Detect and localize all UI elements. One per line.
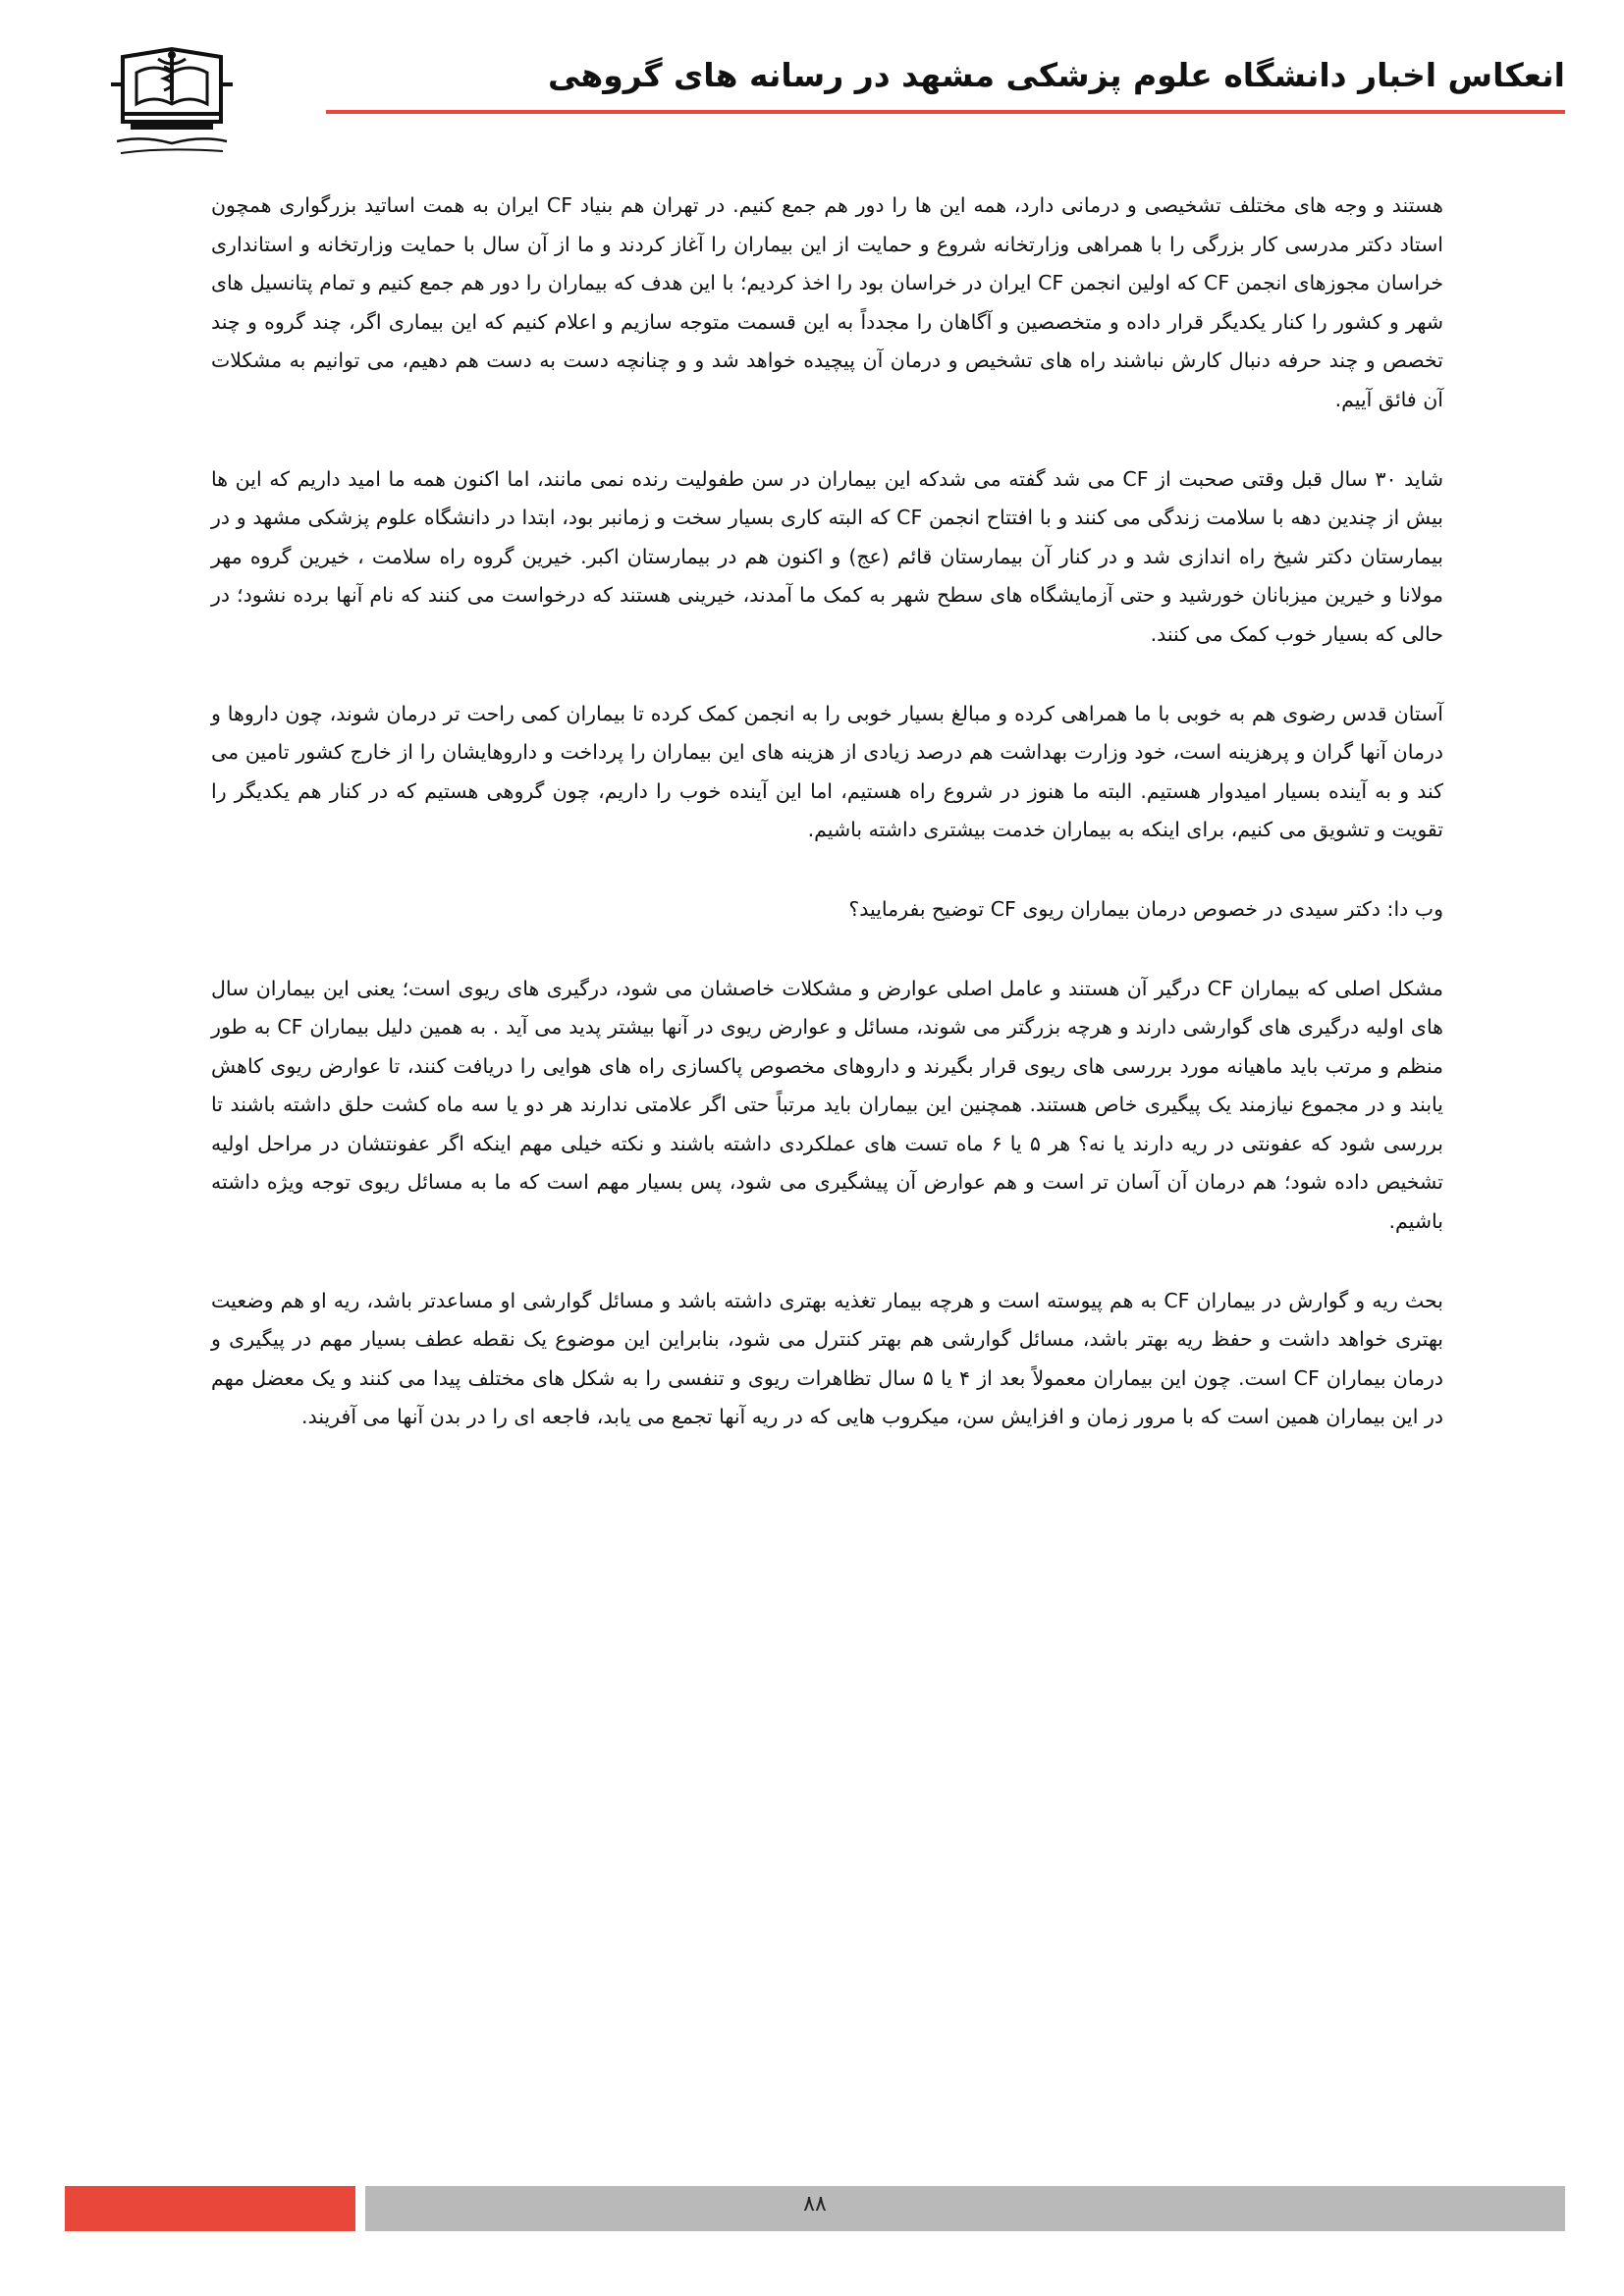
page-header [0, 29, 1624, 167]
interview-question: وب دا: دکتر سیدی در خصوص درمان بیماران ریوی CF توضیح بفرمایید؟ [848, 896, 1443, 921]
paragraph: بحث ریه و گوارش در بیماران CF به هم پیوسته است و هرچه بیمار تغذیه بهتری داشته باشد و مسائل گوارشی او مساعدتر باشد، ریه او هم وضعیت بهتری خواهد داشت و حفظ ریه بهتر باشد، مسائل گوارشی هم بهتر کنترل می شود، بنابراین این موضوع یک نقطه عطف بسیار مهم در پیگیری و درمان بیماران CF است. چون این بیماران معمولاً بعد از ۴ یا ۵ سال تظاهرات ریوی و تنفسی را به شکل های مختلف پیدا می کنند و یک معضل مهم در این بیماران همین است که با مرور زمان و افزایش سن، میکروب هایی که در ریه آنها تجمع می یابد، فاجعه ای را در بدن آنها می آفریند. [211, 1288, 1444, 1429]
header-divider [326, 110, 1565, 114]
article-body [211, 187, 1443, 1477]
paragraph: هستند و وجه های مختلف تشخیصی و درمانی دارد، همه این ها را دور هم جمع کنیم. در تهران هم بنیاد CF ایران به همت اساتید بزرگواری همچون استاد دکتر مدرسی کار بزرگی را با همراهی وزارتخانه شروع و حمایت از این بیماران را آغاز کردند و ما از آن سال با حمایت وزارتخانه و استانداری خراسان مجوزهای انجمن CF که اولین انجمن CF ایران در خراسان بود را اخذ کردیم؛ با این هدف که بیماران را دور هم جمع کنیم و تمام پتانسیل های شهر و کشور را کنار یکدیگر قرار داده و متخصصین و آگاهان را مجدداً به این قسمت متوجه سازیم و اعلام کنیم که این بیماری اگر، چند گروه و چند تخصص و چند حرفه دنبال کارش نباشند راه های تشخیص و درمان آن پیچیده خواهد شد و و چنانچه دست به دست هم دهیم، می توانیم به مشکلات آن فائق آییم. [211, 193, 1443, 411]
paragraph: آستان قدس رضوی هم به خوبی با ما همراهی کرده و مبالغ بسیار خوبی را به انجمن کمک کرده تا بیماران کمی راحت تر درمان شوند، چون داروها و درمان آنها گران و پرهزینه است، خود وزارت بهداشت هم درصد زیادی از هزینه های این بیماران را پرداخت و داروهایشان را از خارج کشور تامین می کند و به آینده بسیار امیدوار هستیم. البته ما هنوز در شروع راه هستیم، اما این آینده خوب را داریم، چون گروهی هستیم که در کنار هم یکدیگر را تقویت و تشویق می کنیم، برای اینکه به بیماران خدمت بیشتری داشته باشیم. [211, 701, 1443, 842]
paragraph: مشکل اصلی که بیماران CF درگیر آن هستند و عامل اصلی عوارض و مشکلات خاصشان می شود، درگیری های ریوی است؛ یعنی این بیماران سال های اولیه درگیری های گوارشی دارند و هرچه بزرگتر می شوند، مسائل و عوارض ریوی در آنها بیشتر پدید می آید . به همین دلیل بیماران CF به طور منظم و مرتب باید ماهیانه مورد بررسی های ریوی قرار بگیرند و داروهای مخصوص پاکسازی راه های هوایی را دریافت کنند، تا عوارض ریوی کاهش یابند و در مجموع نیازمند یک پیگیری خاص هستند. همچنین این بیماران باید مرتباً حتی اگر علامتی ندارند هر دو یا سه ماه کشت حلق داشته باشند تا بررسی شود که عفونتی در ریه دارند یا نه؟ هر ۵ یا ۶ ماه تست های عملکردی داشته باشند و نکته خیلی مهم اینکه اگر عفونتشان در مراحل اولیه تشخیص داده شود؛ هم درمان آن آسان تر است و هم عوارض آن پیشگیری می شود، پس بسیار مهم است که ما به مسائل ریوی توجه ویژه داشته باشیم. [211, 976, 1444, 1234]
paragraph: شاید ۳۰ سال قبل وقتی صحبت از CF می شد گفته می شدکه این بیماران در سن طفولیت رنده نمی مانند، اما اکنون همه ما امید داریم که این ها بیش از چندین دهه با سلامت زندگی می کنند و با افتتاح انجمن CF که البته کاری بسیار سخت و زمانبر بود، ابتدا در دانشگاه علوم پزشکی مشهد و در بیمارستان دکتر شیخ راه اندازی شد و در کنار آن بیمارستان قائم (عج) و اکنون هم در بیمارستان اکبر. خیرین گروه راه سلامت ، خیرین گروه مهر مولانا و خیرین میزبانان خورشید و حتی آزمایشگاه های سطح شهر به کمک ما آمدند، خیرینی هستند که درخواست می کنند که نام آنها برده نشود؛ در حالی که بسیار خوب کمک می کنند. [211, 466, 1444, 646]
footer-gray-bar [365, 2186, 1565, 2231]
page-number: ۸۸ [803, 2192, 827, 2216]
footer-accent-bar [65, 2186, 355, 2231]
university-emblem-icon [103, 45, 241, 173]
header-title: انعکاس اخبار دانشگاه علوم پزشکی مشهد در رسانه های گروهی [548, 56, 1565, 94]
